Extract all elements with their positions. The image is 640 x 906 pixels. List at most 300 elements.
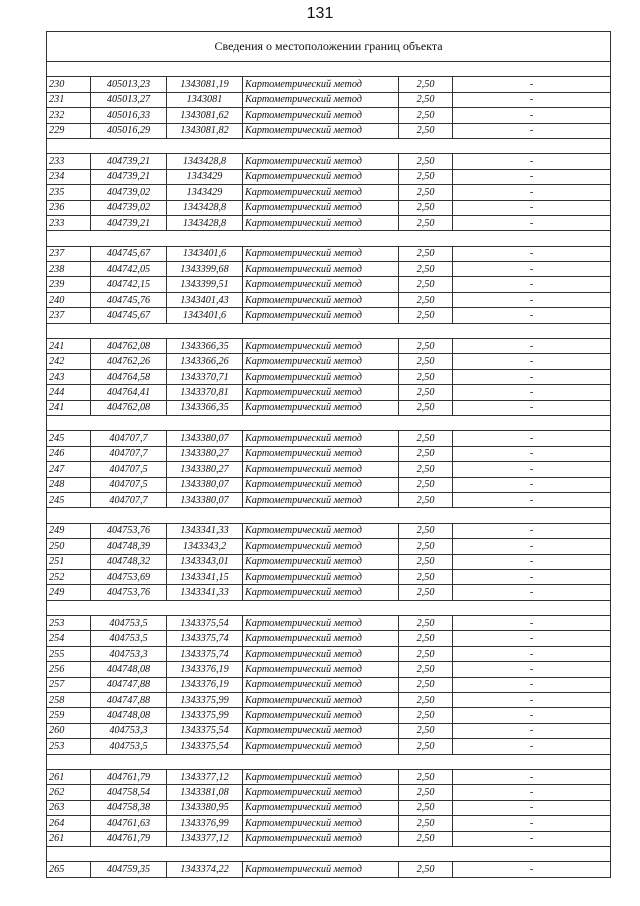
- description-cell: -: [453, 646, 611, 661]
- table-row: [47, 769, 611, 784]
- group-separator-row: [47, 323, 611, 338]
- coord-x-cell: 404745,76: [91, 292, 167, 307]
- group-separator-row: [47, 62, 611, 77]
- table-row: [47, 693, 611, 708]
- coord-y-cell: 1343429: [167, 185, 243, 200]
- method-cell: Картометрический метод: [243, 554, 399, 569]
- coord-x-cell: 404739,21: [91, 154, 167, 169]
- table-title-row: [47, 32, 611, 62]
- description-cell: -: [453, 769, 611, 784]
- coord-x-cell: 404747,88: [91, 693, 167, 708]
- point-number-cell: 230: [47, 77, 91, 92]
- error-cell: 2,50: [399, 646, 453, 661]
- error-cell: 2,50: [399, 739, 453, 754]
- method-cell: Картометрический метод: [243, 123, 399, 138]
- description-cell: -: [453, 369, 611, 384]
- coord-y-cell: 1343428,8: [167, 215, 243, 230]
- method-cell: Картометрический метод: [243, 215, 399, 230]
- error-cell: 2,50: [399, 277, 453, 292]
- coord-x-cell: 404762,26: [91, 354, 167, 369]
- description-cell: -: [453, 246, 611, 261]
- coord-x-cell: 405016,33: [91, 108, 167, 123]
- coord-y-cell: 1343343,01: [167, 554, 243, 569]
- error-cell: 2,50: [399, 262, 453, 277]
- method-cell: Картометрический метод: [243, 308, 399, 323]
- point-number-cell: 264: [47, 816, 91, 831]
- error-cell: 2,50: [399, 800, 453, 815]
- table-row: [47, 123, 611, 138]
- point-number-cell: 252: [47, 569, 91, 584]
- coord-y-cell: 1343081: [167, 92, 243, 107]
- coord-y-cell: 1343380,07: [167, 431, 243, 446]
- method-cell: Картометрический метод: [243, 92, 399, 107]
- error-cell: 2,50: [399, 77, 453, 92]
- coord-y-cell: 1343374,22: [167, 862, 243, 877]
- coord-y-cell: 1343341,33: [167, 585, 243, 600]
- description-cell: -: [453, 446, 611, 461]
- description-cell: -: [453, 123, 611, 138]
- coord-y-cell: 1343376,19: [167, 662, 243, 677]
- description-cell: -: [453, 631, 611, 646]
- error-cell: 2,50: [399, 246, 453, 261]
- point-number-cell: 255: [47, 646, 91, 661]
- coord-y-cell: 1343375,74: [167, 631, 243, 646]
- table-row: [47, 262, 611, 277]
- error-cell: 2,50: [399, 354, 453, 369]
- coord-x-cell: 404707,7: [91, 431, 167, 446]
- coord-x-cell: 404707,5: [91, 462, 167, 477]
- description-cell: -: [453, 431, 611, 446]
- method-cell: Картометрический метод: [243, 369, 399, 384]
- coord-x-cell: 404758,54: [91, 785, 167, 800]
- description-cell: -: [453, 277, 611, 292]
- group-separator-row: [47, 415, 611, 430]
- coord-y-cell: 1343380,27: [167, 446, 243, 461]
- description-cell: -: [453, 554, 611, 569]
- coord-x-cell: 404742,15: [91, 277, 167, 292]
- table-row: [47, 154, 611, 169]
- point-number-cell: 242: [47, 354, 91, 369]
- point-number-cell: 249: [47, 523, 91, 538]
- method-cell: Картометрический метод: [243, 862, 399, 877]
- point-number-cell: 265: [47, 862, 91, 877]
- table-row: [47, 539, 611, 554]
- separator-cell: [47, 600, 611, 615]
- coord-y-cell: 1343380,07: [167, 492, 243, 507]
- coord-x-cell: 404753,76: [91, 523, 167, 538]
- coord-x-cell: 405013,23: [91, 77, 167, 92]
- group-separator-row: [47, 754, 611, 769]
- coord-y-cell: 1343081,19: [167, 77, 243, 92]
- table-row: [47, 92, 611, 107]
- coord-y-cell: 1343380,27: [167, 462, 243, 477]
- table-row: [47, 816, 611, 831]
- method-cell: Картометрический метод: [243, 169, 399, 184]
- coord-x-cell: 404764,58: [91, 369, 167, 384]
- table-row: [47, 662, 611, 677]
- separator-cell: [47, 508, 611, 523]
- error-cell: 2,50: [399, 769, 453, 784]
- point-number-cell: 238: [47, 262, 91, 277]
- coord-x-cell: 404748,08: [91, 708, 167, 723]
- coord-x-cell: 404753,76: [91, 585, 167, 600]
- coord-x-cell: 404707,5: [91, 477, 167, 492]
- coord-y-cell: 1343429: [167, 169, 243, 184]
- point-number-cell: 248: [47, 477, 91, 492]
- table-row: [47, 616, 611, 631]
- coord-x-cell: 404739,21: [91, 169, 167, 184]
- coord-y-cell: 1343370,71: [167, 369, 243, 384]
- method-cell: Картометрический метод: [243, 400, 399, 415]
- coord-y-cell: 1343366,35: [167, 400, 243, 415]
- description-cell: -: [453, 723, 611, 738]
- description-cell: -: [453, 477, 611, 492]
- coord-y-cell: 1343375,54: [167, 616, 243, 631]
- coord-x-cell: 404762,08: [91, 400, 167, 415]
- coord-x-cell: 405013,27: [91, 92, 167, 107]
- description-cell: -: [453, 708, 611, 723]
- coord-y-cell: 1343377,12: [167, 831, 243, 846]
- point-number-cell: 241: [47, 400, 91, 415]
- description-cell: -: [453, 292, 611, 307]
- error-cell: 2,50: [399, 385, 453, 400]
- table-row: [47, 308, 611, 323]
- coord-x-cell: 404747,88: [91, 677, 167, 692]
- coord-x-cell: 404753,3: [91, 646, 167, 661]
- method-cell: Картометрический метод: [243, 385, 399, 400]
- coord-y-cell: 1343399,68: [167, 262, 243, 277]
- point-number-cell: 233: [47, 154, 91, 169]
- point-number-cell: 239: [47, 277, 91, 292]
- description-cell: -: [453, 492, 611, 507]
- point-number-cell: 234: [47, 169, 91, 184]
- coord-y-cell: 1343370,81: [167, 385, 243, 400]
- group-separator-row: [47, 600, 611, 615]
- error-cell: 2,50: [399, 369, 453, 384]
- coord-x-cell: 404764,41: [91, 385, 167, 400]
- error-cell: 2,50: [399, 92, 453, 107]
- table-row: [47, 569, 611, 584]
- description-cell: -: [453, 585, 611, 600]
- description-cell: -: [453, 308, 611, 323]
- point-number-cell: 260: [47, 723, 91, 738]
- description-cell: -: [453, 400, 611, 415]
- description-cell: -: [453, 169, 611, 184]
- point-number-cell: 232: [47, 108, 91, 123]
- coord-x-cell: 404753,5: [91, 739, 167, 754]
- coord-x-cell: 404753,5: [91, 616, 167, 631]
- error-cell: 2,50: [399, 431, 453, 446]
- method-cell: Картометрический метод: [243, 292, 399, 307]
- coord-x-cell: 404762,08: [91, 339, 167, 354]
- table-row: [47, 431, 611, 446]
- method-cell: Картометрический метод: [243, 693, 399, 708]
- description-cell: -: [453, 339, 611, 354]
- error-cell: 2,50: [399, 185, 453, 200]
- coord-y-cell: 1343366,26: [167, 354, 243, 369]
- method-cell: Картометрический метод: [243, 831, 399, 846]
- description-cell: -: [453, 354, 611, 369]
- group-separator-row: [47, 846, 611, 861]
- method-cell: Картометрический метод: [243, 569, 399, 584]
- error-cell: 2,50: [399, 200, 453, 215]
- description-cell: -: [453, 154, 611, 169]
- method-cell: Картометрический метод: [243, 462, 399, 477]
- error-cell: 2,50: [399, 831, 453, 846]
- coord-x-cell: 404759,35: [91, 862, 167, 877]
- description-cell: -: [453, 831, 611, 846]
- point-number-cell: 258: [47, 693, 91, 708]
- method-cell: Картометрический метод: [243, 585, 399, 600]
- table-row: [47, 462, 611, 477]
- error-cell: 2,50: [399, 554, 453, 569]
- table-row: [47, 200, 611, 215]
- coord-y-cell: 1343343,2: [167, 539, 243, 554]
- point-number-cell: 259: [47, 708, 91, 723]
- table-row: [47, 400, 611, 415]
- point-number-cell: 245: [47, 431, 91, 446]
- table-row: [47, 215, 611, 230]
- description-cell: -: [453, 862, 611, 877]
- point-number-cell: 235: [47, 185, 91, 200]
- coord-y-cell: 1343375,54: [167, 723, 243, 738]
- table-row: [47, 108, 611, 123]
- error-cell: 2,50: [399, 215, 453, 230]
- method-cell: Картометрический метод: [243, 816, 399, 831]
- coord-x-cell: 404761,63: [91, 816, 167, 831]
- error-cell: 2,50: [399, 400, 453, 415]
- coord-x-cell: 404753,5: [91, 631, 167, 646]
- point-number-cell: 261: [47, 831, 91, 846]
- error-cell: 2,50: [399, 677, 453, 692]
- description-cell: -: [453, 785, 611, 800]
- table-row: [47, 492, 611, 507]
- coord-y-cell: 1343376,99: [167, 816, 243, 831]
- description-cell: -: [453, 523, 611, 538]
- boundary-coordinates-table: [46, 31, 611, 878]
- point-number-cell: 241: [47, 339, 91, 354]
- page-number: 131: [306, 5, 334, 22]
- table-row: [47, 354, 611, 369]
- point-number-cell: 253: [47, 616, 91, 631]
- coord-x-cell: 404707,7: [91, 492, 167, 507]
- coord-y-cell: 1343401,6: [167, 308, 243, 323]
- method-cell: Картометрический метод: [243, 677, 399, 692]
- error-cell: 2,50: [399, 569, 453, 584]
- method-cell: Картометрический метод: [243, 616, 399, 631]
- table-row: [47, 646, 611, 661]
- method-cell: Картометрический метод: [243, 492, 399, 507]
- coord-y-cell: 1343375,99: [167, 708, 243, 723]
- point-number-cell: 247: [47, 462, 91, 477]
- error-cell: 2,50: [399, 723, 453, 738]
- coord-x-cell: 404745,67: [91, 246, 167, 261]
- table-body: [47, 32, 611, 878]
- method-cell: Картометрический метод: [243, 277, 399, 292]
- description-cell: -: [453, 215, 611, 230]
- method-cell: Картометрический метод: [243, 739, 399, 754]
- error-cell: 2,50: [399, 339, 453, 354]
- method-cell: Картометрический метод: [243, 477, 399, 492]
- coord-x-cell: 404761,79: [91, 831, 167, 846]
- coord-x-cell: 404707,7: [91, 446, 167, 461]
- table-row: [47, 631, 611, 646]
- point-number-cell: 250: [47, 539, 91, 554]
- table-row: [47, 785, 611, 800]
- error-cell: 2,50: [399, 693, 453, 708]
- table-title: Сведения о местоположении границ объекта: [47, 32, 611, 62]
- point-number-cell: 256: [47, 662, 91, 677]
- description-cell: -: [453, 262, 611, 277]
- method-cell: Картометрический метод: [243, 769, 399, 784]
- method-cell: Картометрический метод: [243, 631, 399, 646]
- method-cell: Картометрический метод: [243, 723, 399, 738]
- error-cell: 2,50: [399, 862, 453, 877]
- description-cell: -: [453, 816, 611, 831]
- coord-x-cell: 404753,69: [91, 569, 167, 584]
- table-row: [47, 477, 611, 492]
- method-cell: Картометрический метод: [243, 539, 399, 554]
- coord-y-cell: 1343399,51: [167, 277, 243, 292]
- error-cell: 2,50: [399, 108, 453, 123]
- coord-y-cell: 1343377,12: [167, 769, 243, 784]
- point-number-cell: 244: [47, 385, 91, 400]
- coord-y-cell: 1343375,74: [167, 646, 243, 661]
- description-cell: -: [453, 739, 611, 754]
- table-row: [47, 708, 611, 723]
- separator-cell: [47, 231, 611, 246]
- group-separator-row: [47, 508, 611, 523]
- point-number-cell: 257: [47, 677, 91, 692]
- error-cell: 2,50: [399, 616, 453, 631]
- point-number-cell: 231: [47, 92, 91, 107]
- table-row: [47, 185, 611, 200]
- description-cell: -: [453, 92, 611, 107]
- point-number-cell: 251: [47, 554, 91, 569]
- coord-x-cell: 405016,29: [91, 123, 167, 138]
- separator-cell: [47, 846, 611, 861]
- point-number-cell: 254: [47, 631, 91, 646]
- method-cell: Картометрический метод: [243, 108, 399, 123]
- point-number-cell: 262: [47, 785, 91, 800]
- point-number-cell: 263: [47, 800, 91, 815]
- error-cell: 2,50: [399, 662, 453, 677]
- description-cell: -: [453, 108, 611, 123]
- point-number-cell: 243: [47, 369, 91, 384]
- point-number-cell: 253: [47, 739, 91, 754]
- error-cell: 2,50: [399, 785, 453, 800]
- separator-cell: [47, 62, 611, 77]
- coord-y-cell: 1343401,43: [167, 292, 243, 307]
- method-cell: Картометрический метод: [243, 662, 399, 677]
- coord-x-cell: 404745,67: [91, 308, 167, 323]
- table-row: [47, 169, 611, 184]
- description-cell: -: [453, 616, 611, 631]
- method-cell: Картометрический метод: [243, 339, 399, 354]
- error-cell: 2,50: [399, 154, 453, 169]
- method-cell: Картометрический метод: [243, 262, 399, 277]
- coord-x-cell: 404753,3: [91, 723, 167, 738]
- method-cell: Картометрический метод: [243, 446, 399, 461]
- method-cell: Картометрический метод: [243, 431, 399, 446]
- table-row: [47, 292, 611, 307]
- coord-y-cell: 1343401,6: [167, 246, 243, 261]
- coord-x-cell: 404739,02: [91, 185, 167, 200]
- table-row: [47, 862, 611, 877]
- point-number-cell: 240: [47, 292, 91, 307]
- error-cell: 2,50: [399, 492, 453, 507]
- method-cell: Картометрический метод: [243, 200, 399, 215]
- coord-x-cell: 404748,32: [91, 554, 167, 569]
- table-row: [47, 677, 611, 692]
- method-cell: Картометрический метод: [243, 708, 399, 723]
- table-row: [47, 723, 611, 738]
- error-cell: 2,50: [399, 123, 453, 138]
- method-cell: Картометрический метод: [243, 800, 399, 815]
- error-cell: 2,50: [399, 708, 453, 723]
- coord-y-cell: 1343375,99: [167, 693, 243, 708]
- error-cell: 2,50: [399, 631, 453, 646]
- description-cell: -: [453, 385, 611, 400]
- method-cell: Картометрический метод: [243, 246, 399, 261]
- table-row: [47, 800, 611, 815]
- coord-x-cell: 404748,39: [91, 539, 167, 554]
- table-row: [47, 369, 611, 384]
- method-cell: Картометрический метод: [243, 77, 399, 92]
- point-number-cell: 261: [47, 769, 91, 784]
- error-cell: 2,50: [399, 446, 453, 461]
- coord-y-cell: 1343375,54: [167, 739, 243, 754]
- coord-y-cell: 1343428,8: [167, 154, 243, 169]
- error-cell: 2,50: [399, 169, 453, 184]
- method-cell: Картометрический метод: [243, 646, 399, 661]
- error-cell: 2,50: [399, 585, 453, 600]
- description-cell: -: [453, 800, 611, 815]
- table-row: [47, 277, 611, 292]
- point-number-cell: 246: [47, 446, 91, 461]
- coord-y-cell: 1343081,62: [167, 108, 243, 123]
- coord-y-cell: 1343341,15: [167, 569, 243, 584]
- coord-x-cell: 404748,08: [91, 662, 167, 677]
- coord-x-cell: 404742,05: [91, 262, 167, 277]
- separator-cell: [47, 754, 611, 769]
- error-cell: 2,50: [399, 523, 453, 538]
- table-row: [47, 585, 611, 600]
- coord-y-cell: 1343381,08: [167, 785, 243, 800]
- table-row: [47, 77, 611, 92]
- method-cell: Картометрический метод: [243, 154, 399, 169]
- description-cell: -: [453, 462, 611, 477]
- coord-y-cell: 1343380,95: [167, 800, 243, 815]
- method-cell: Картометрический метод: [243, 523, 399, 538]
- coord-y-cell: 1343380,07: [167, 477, 243, 492]
- description-cell: -: [453, 77, 611, 92]
- separator-cell: [47, 323, 611, 338]
- method-cell: Картометрический метод: [243, 185, 399, 200]
- group-separator-row: [47, 138, 611, 153]
- error-cell: 2,50: [399, 816, 453, 831]
- separator-cell: [47, 138, 611, 153]
- table-row: [47, 246, 611, 261]
- description-cell: -: [453, 185, 611, 200]
- point-number-cell: 237: [47, 246, 91, 261]
- error-cell: 2,50: [399, 308, 453, 323]
- table-row: [47, 739, 611, 754]
- coord-y-cell: 1343428,8: [167, 200, 243, 215]
- point-number-cell: 236: [47, 200, 91, 215]
- separator-cell: [47, 415, 611, 430]
- coord-y-cell: 1343366,35: [167, 339, 243, 354]
